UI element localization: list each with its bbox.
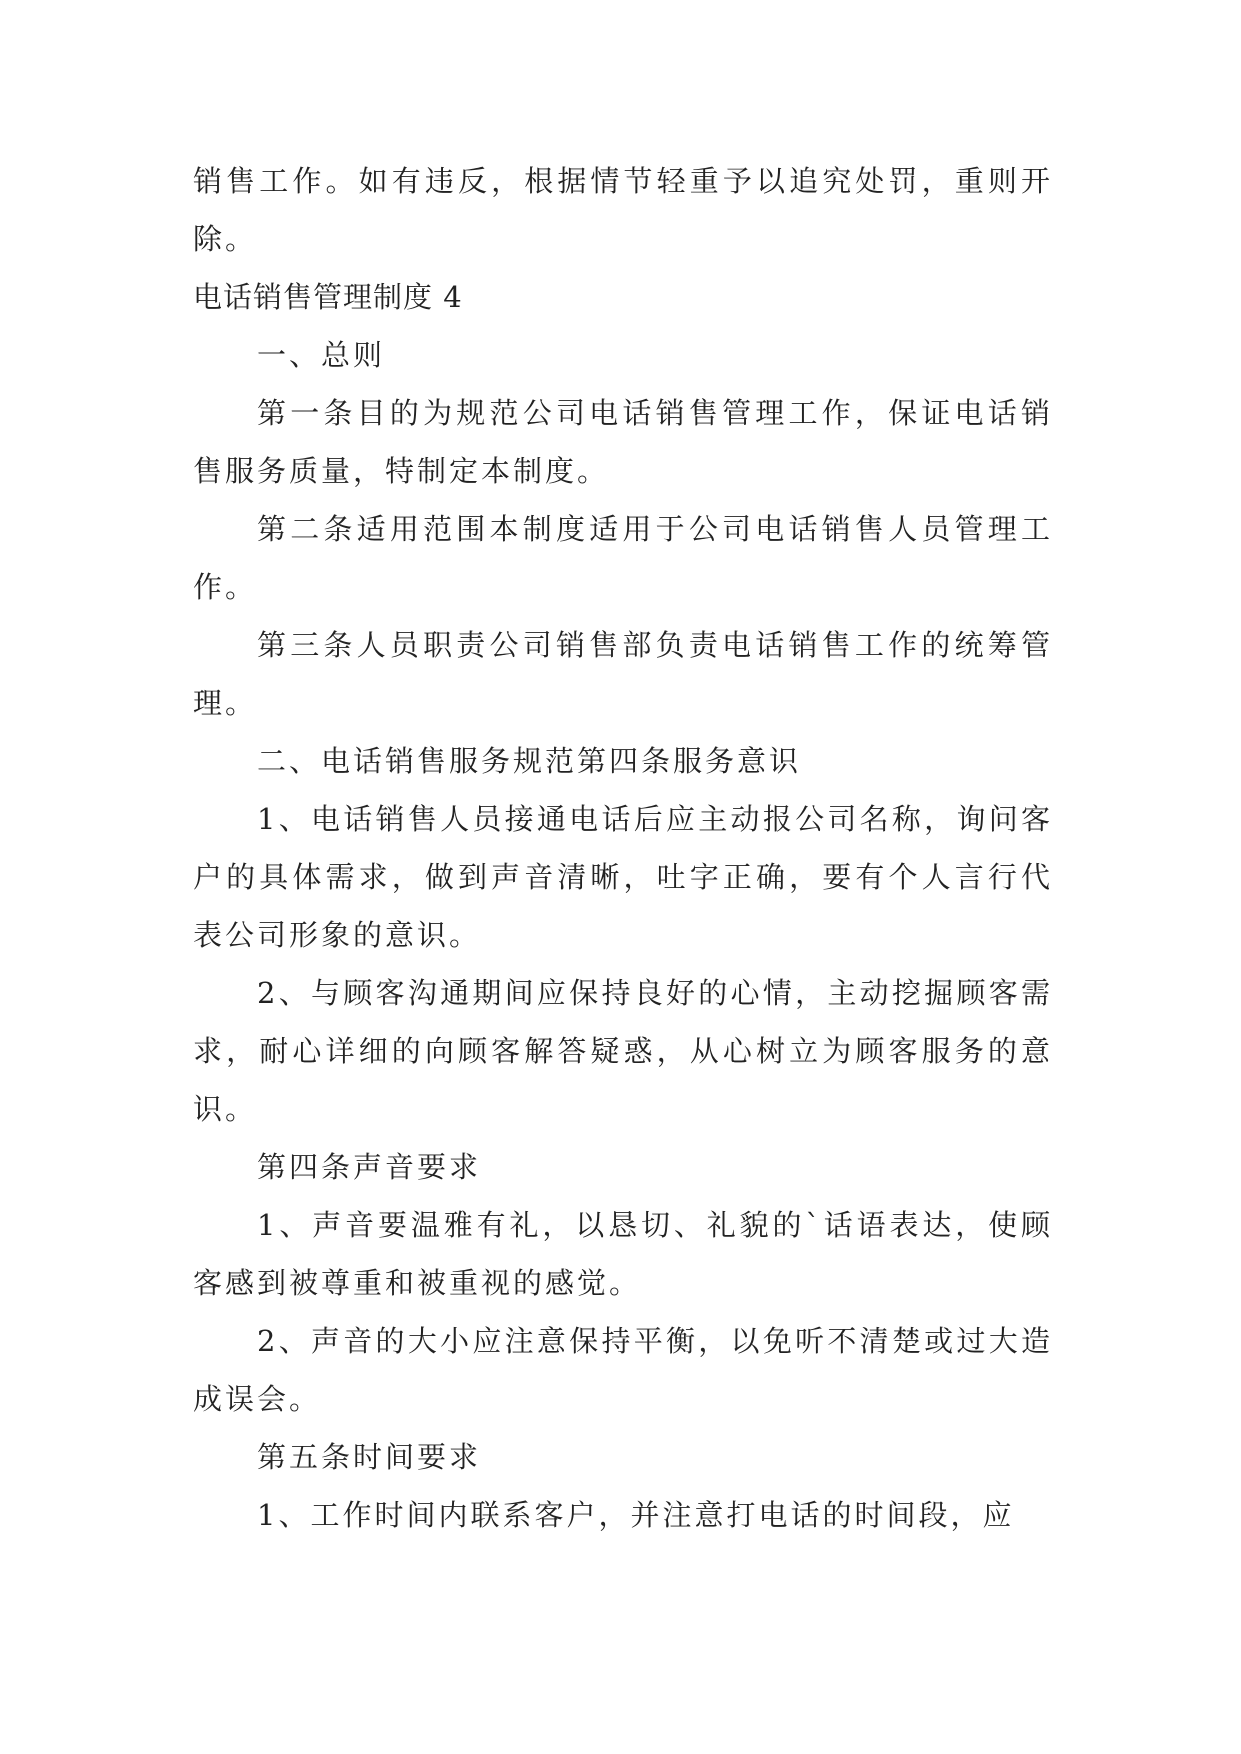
- chapter-heading-service: 二、电话销售服务规范第四条服务意识: [257, 744, 802, 778]
- chapter-heading-general: 一、总则: [257, 338, 386, 372]
- article-voice-heading: 第四条声音要求: [257, 1150, 482, 1184]
- list-item: 2、与顾客沟通期间应保持良好的心情，主动挖掘顾客需求，耐心详细的向顾客解答疑惑，从心树立为顾客服务的意识。: [193, 976, 1053, 1126]
- article-2: 第二条适用范围本制度适用于公司电话销售人员管理工作。: [193, 512, 1053, 604]
- article-time-heading: 第五条时间要求: [257, 1440, 482, 1474]
- document-body: [193, 152, 1053, 1544]
- article-3: 第三条人员职责公司销售部负责电话销售工作的统筹管理。: [193, 628, 1053, 720]
- list-item: 1、工作时间内联系客户，并注意打电话的时间段，应: [257, 1498, 1015, 1532]
- paragraph-continuation: 销售工作。如有违反，根据情节轻重予以追究处罚，重则开除。: [193, 164, 1053, 256]
- article-1: 第一条目的为规范公司电话销售管理工作，保证电话销售服务质量，特制定本制度。: [193, 396, 1053, 488]
- section-title: 电话销售管理制度 4: [193, 280, 463, 314]
- list-item: 2、声音的大小应注意保持平衡，以免听不清楚或过大造成误会。: [193, 1324, 1053, 1416]
- list-item: 1、电话销售人员接通电话后应主动报公司名称，询问客户的具体需求，做到声音清晰，吐字正确，要有个人言行代表公司形象的意识。: [193, 802, 1053, 952]
- list-item: 1、声音要温雅有礼，以恳切、礼貌的`话语表达，使顾客感到被尊重和被重视的感觉。: [193, 1208, 1053, 1300]
